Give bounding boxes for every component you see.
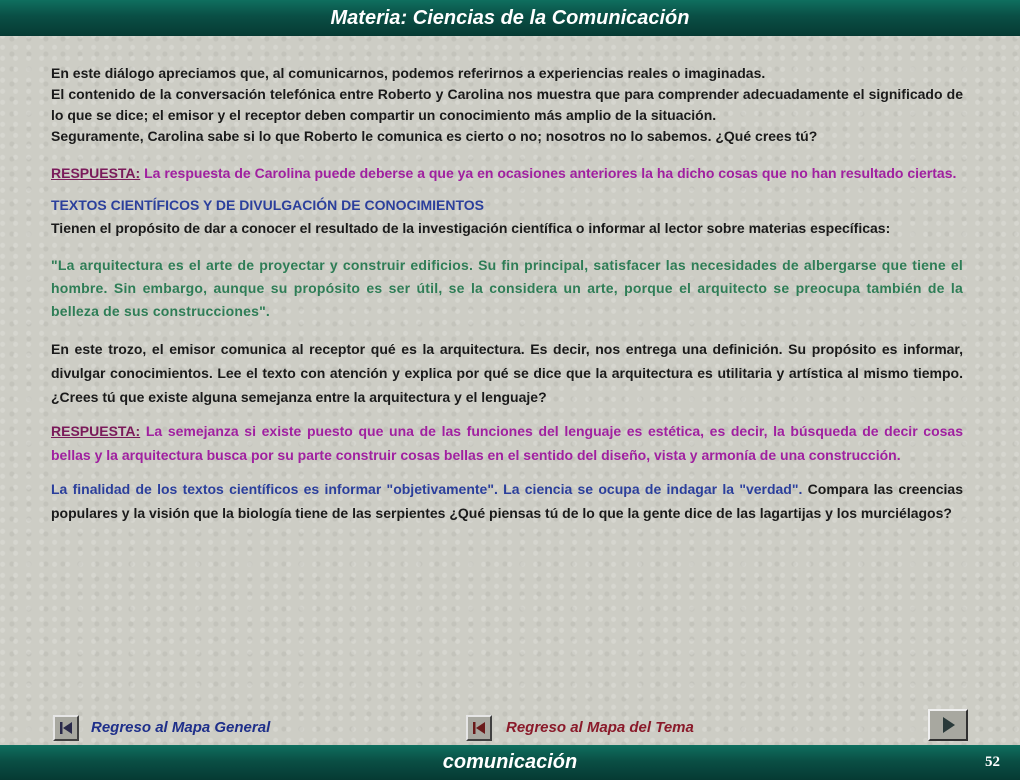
intro-paragraph-3: Seguramente, Carolina sabe si lo que Roberto le comunica es cierto o no; nosotros no lo sabemos. ¿Qué crees tú? — [51, 128, 818, 144]
respuesta-2 — [51, 419, 963, 467]
section-intro: Tienen el propósito de dar a conocer el resultado de la investigación científica o informar al lector sobre materias específicas: — [51, 220, 891, 236]
final-black-text: Compara las creencias populares y la visión que la biología tiene de las serpientes ¿Qué piensas tú de lo que la gente dice de las lagartijas y los murciélagos? — [51, 481, 963, 521]
page-title: Materia: Ciencias de la Comunicación — [330, 7, 690, 29]
header-bar — [0, 0, 1020, 36]
respuesta-2-text: La semejanza si existe puesto que una de las funciones del lenguaje es estética, es decir, la búsqueda de decir cosas bellas y la arquitectura busca por su parte construir cosas bellas en el sentido del diseño, vista y armonía de una construcción. — [51, 423, 963, 463]
respuesta-1 — [51, 161, 963, 185]
respuesta-1-label: RESPUESTA: — [51, 165, 141, 181]
section-title: TEXTOS CIENTÍFICOS Y DE DIVULGACIÓN DE CONOCIMIENTOS — [51, 197, 485, 213]
respuesta-1-text: La respuesta de Carolina puede deberse a que ya en ocasiones anteriores la ha dicho cosas que no han resultado ciertas. — [140, 165, 957, 181]
content-area — [51, 63, 963, 525]
back-topic-link[interactable]: Regreso al Mapa del Tema — [506, 719, 694, 736]
final-blue-text: La finalidad de los textos científicos es informar "objetivamente". La ciencia se ocupa de indagar la "verdad". — [51, 481, 803, 497]
footer-bar — [0, 745, 1020, 780]
back-general-button[interactable] — [53, 715, 79, 741]
back-topic-button[interactable] — [466, 715, 492, 741]
quote-paragraph: "La arquitectura es el arte de proyectar y construir edificios. Su fin principal, satisfacer las necesidades de albergarse que tiene el hombre. Sin embargo, aunque su propósito es ser útil, se la considera un arte, porque el arquitecto se preocupa también de la belleza de sus construcciones". — [51, 257, 963, 319]
page-number: 52 — [985, 754, 1000, 770]
intro-paragraph-2: El contenido de la conversación telefónica entre Roberto y Carolina nos muestra que para comprender adecuadamente el significado de lo que se dice; el emisor y el receptor deben compartir un conocimiento más amplio de la situación. — [51, 86, 963, 123]
footer-title: comunicación — [442, 751, 578, 773]
next-page-button[interactable] — [928, 709, 968, 741]
respuesta-2-label: RESPUESTA: — [51, 423, 141, 439]
analysis-paragraph: En este trozo, el emisor comunica al receptor qué es la arquitectura. Es decir, nos entrega una definición. Su propósito es informar, divulgar conocimientos. Lee el texto con atención y explica por qué se dice que la arquitectura es utilitaria y artística al mismo tiempo. ¿Crees tú que existe alguna semejanza entre la arquitectura y el lenguaje? — [51, 341, 963, 405]
intro-paragraph-1: En este diálogo apreciamos que, al comunicarnos, podemos referirnos a experiencias reales o imaginadas. — [51, 65, 766, 81]
final-paragraph — [51, 477, 963, 525]
back-general-link[interactable]: Regreso al Mapa General — [91, 719, 271, 736]
